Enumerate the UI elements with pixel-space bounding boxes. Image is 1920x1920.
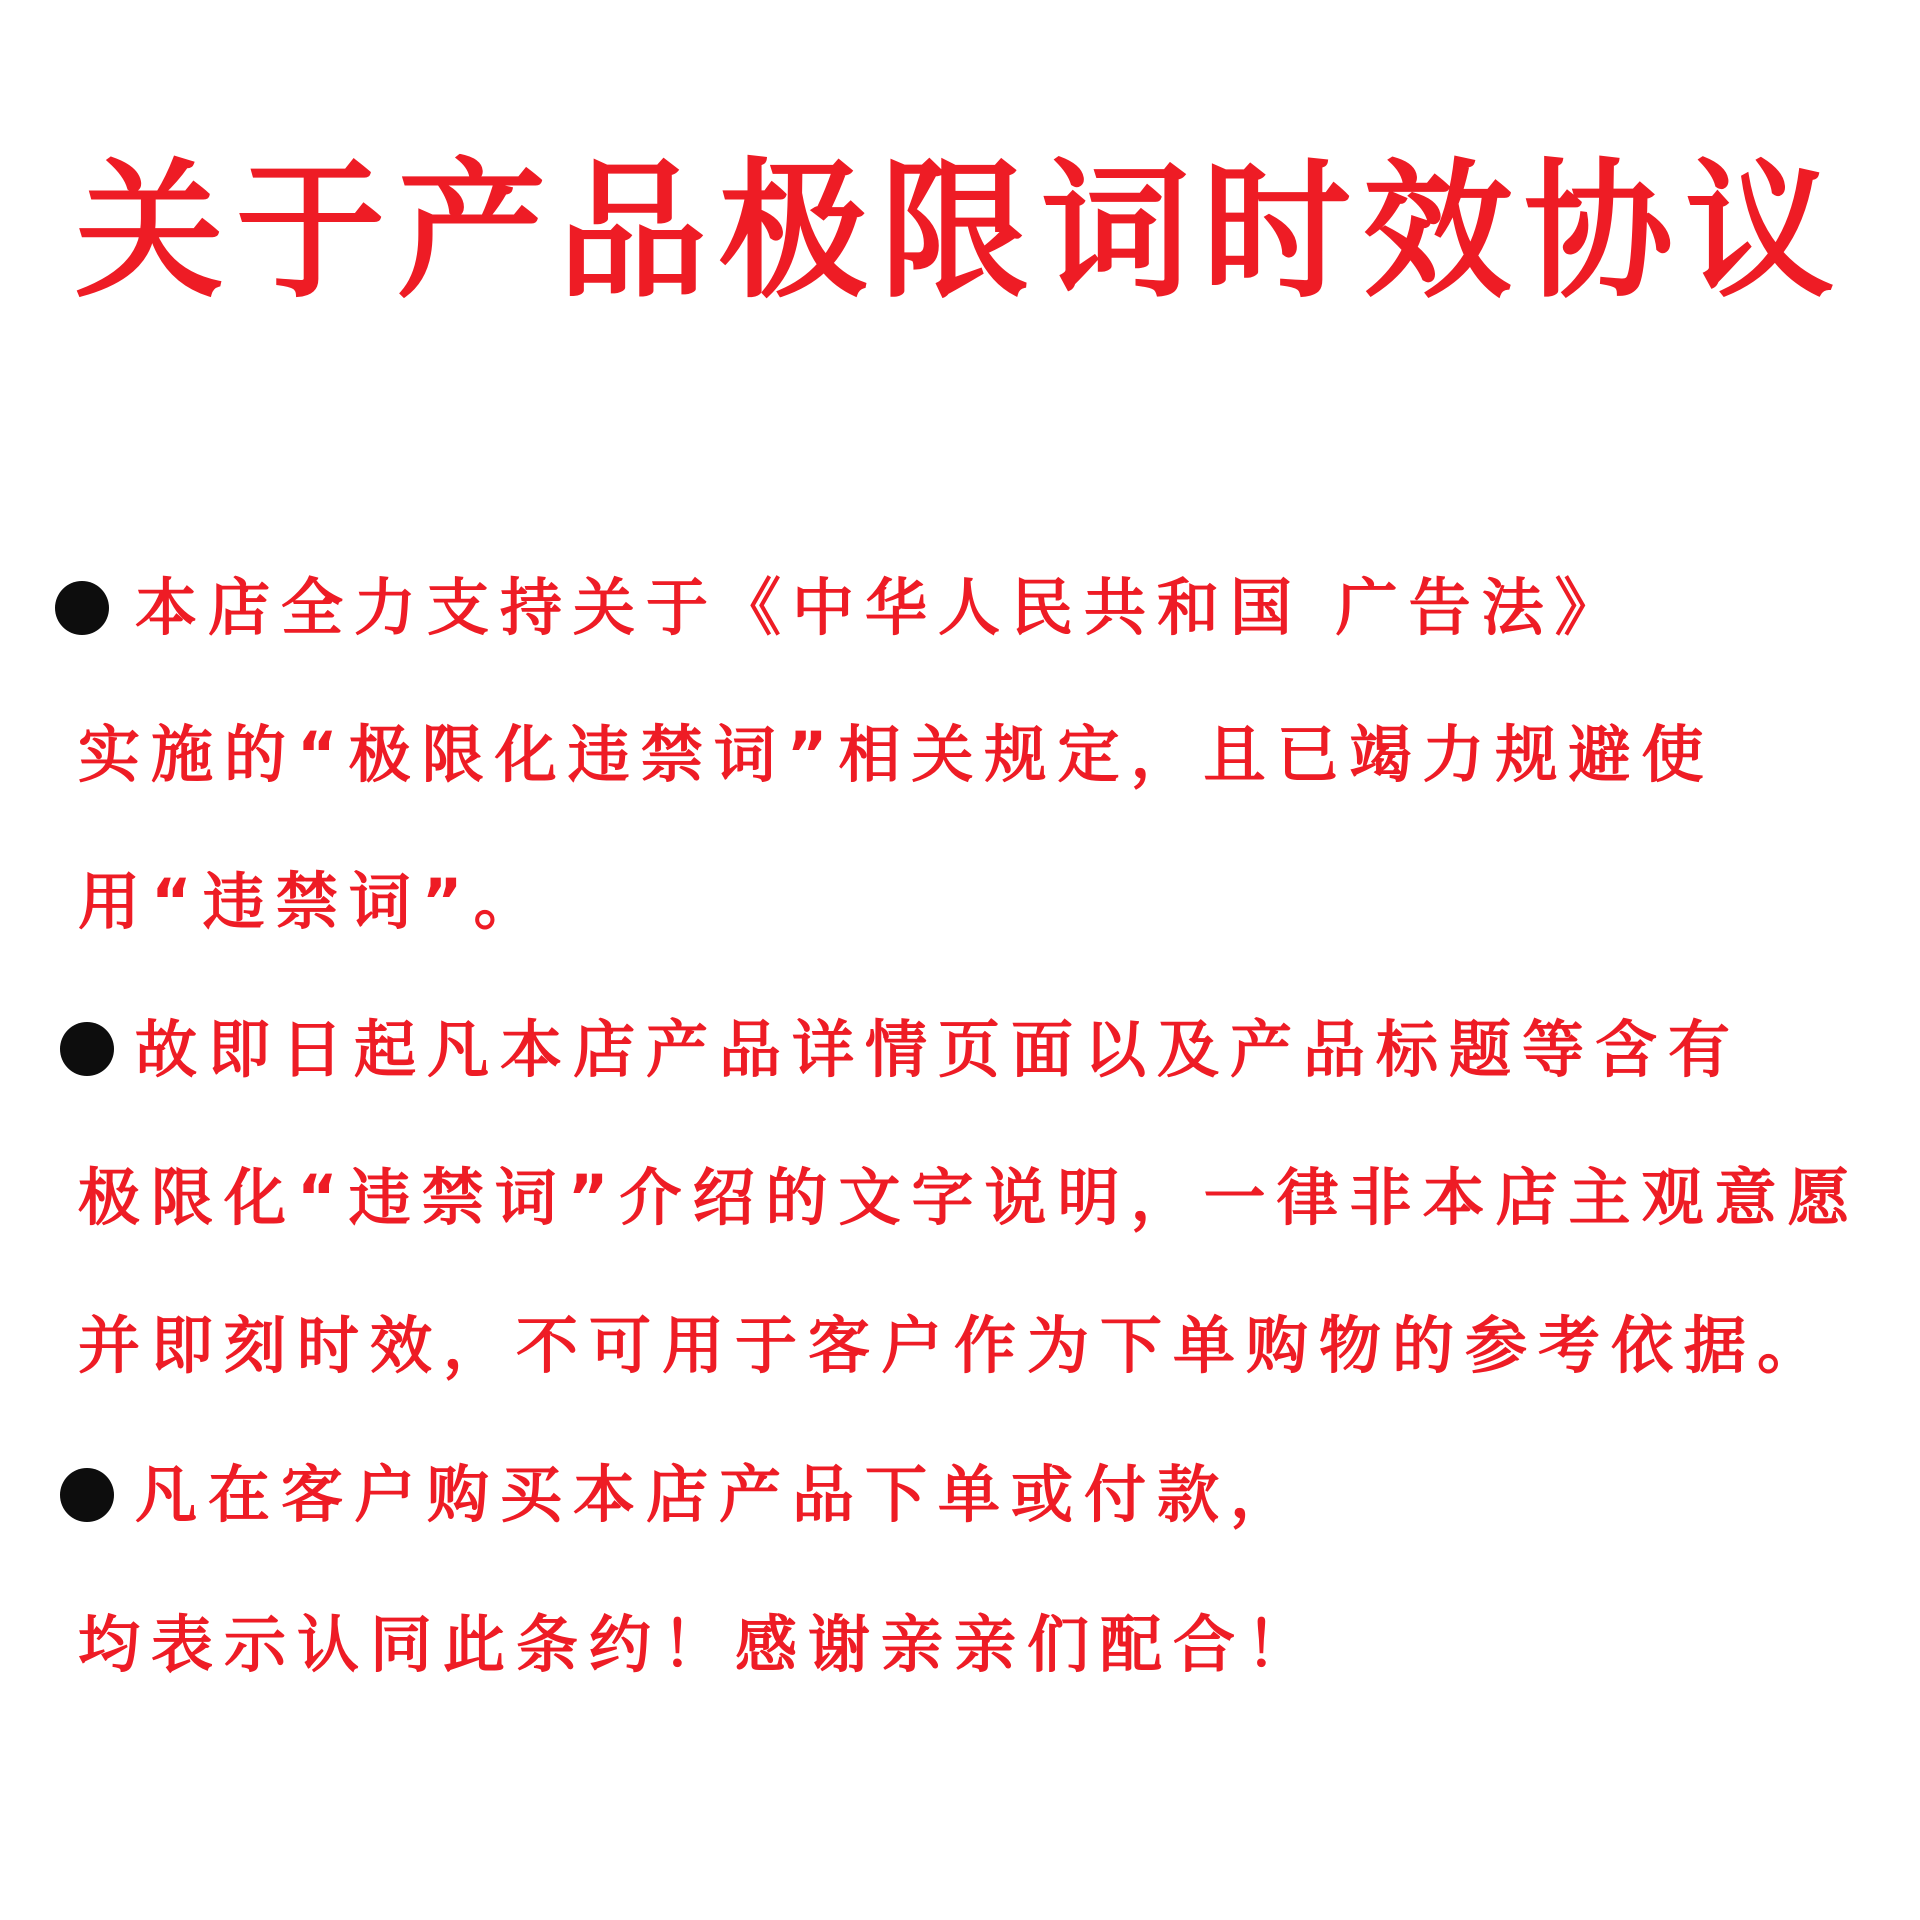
paragraph-1-line-3: 用“违禁词”。 <box>78 865 547 938</box>
paragraph-1-line-2: 实施的“极限化违禁词”相关规定，且已竭力规避使 <box>78 718 1715 791</box>
bullet-icon <box>60 1468 114 1522</box>
page-title: 关于产品极限词时效协议 <box>75 146 1846 319</box>
bullet-icon <box>60 1022 114 1076</box>
paragraph-2-line-3: 并即刻时效，不可用于客户作为下单购物的参考依据。 <box>78 1309 1831 1382</box>
paragraph-1-line-1: 本店全力支持关于《中华人民共和国 广告法》 <box>135 571 1628 644</box>
paragraph-2-line-2: 极限化“违禁词”介绍的文字说明，一律非本店主观意愿 <box>78 1161 1861 1234</box>
paragraph-3-line-1: 凡在客户购买本店产品下单或付款， <box>135 1458 1304 1531</box>
paragraph-2-line-1: 故即日起凡本店产品详情页面以及产品标题等含有 <box>135 1013 1742 1086</box>
bullet-icon <box>55 581 109 635</box>
paragraph-3-line-2: 均表示认同此条约！感谢亲亲们配合！ <box>78 1608 1320 1681</box>
